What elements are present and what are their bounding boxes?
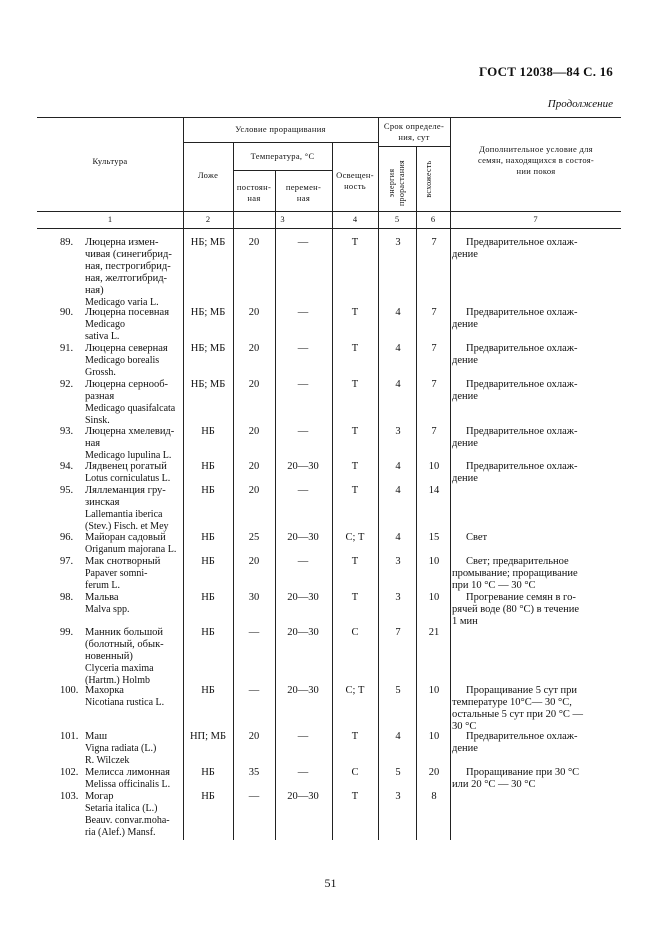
crop-name-latin: Medicago borealis Grossh.: [85, 355, 160, 378]
crop-name-latin: Nicotiana rustica L.: [85, 697, 165, 708]
temp-variable-value: —: [297, 426, 309, 437]
crop-name-latin: Melissa officinalis L.: [85, 779, 171, 790]
bed-value: НБ: [201, 556, 215, 567]
germination-value: 10: [428, 461, 440, 472]
additional-condition: Прогревание семян в го- рячей воде (80 °С) в течение 1 мин: [452, 592, 580, 627]
temp-constant-value: 20: [248, 343, 260, 354]
crop-name: [85, 556, 181, 592]
additional-condition: Предварительное охлаж- дение: [452, 461, 578, 484]
row-number: 101.: [60, 731, 79, 742]
germination-value: 7: [431, 343, 437, 354]
additional-condition: Свет; предварительное промывание; проращивание при 10 °С — 30 °С: [452, 556, 578, 591]
col-number-2: 2: [205, 214, 211, 224]
crop-name: [85, 237, 181, 309]
crop-name-latin: Medicago lupulina L.: [85, 450, 172, 461]
col-header-period: Срок определе- ния, сут: [383, 121, 445, 142]
additional-condition: Предварительное охлаж- дение: [452, 307, 578, 330]
temp-constant-value: 35: [248, 767, 260, 778]
row-number: 99.: [60, 627, 74, 638]
temp-variable-value: 20—30: [287, 685, 319, 696]
temp-constant-value: —: [248, 685, 260, 696]
crop-name-ru: Мальва: [85, 592, 119, 603]
lighting-value: С: [351, 767, 359, 778]
temp-constant-value: 20: [248, 461, 260, 472]
crop-name-ru: Могар: [85, 791, 114, 802]
germination-value: 7: [431, 426, 437, 437]
bed-value: НБ; МБ: [190, 343, 226, 354]
crop-name-ru: Махорка: [85, 685, 124, 696]
crop-name-latin: Medicago quasifalcata Sinsk.: [85, 403, 176, 426]
crop-name: [85, 685, 181, 709]
col-header-crop: Культура: [92, 156, 128, 166]
bed-value: НБ: [201, 532, 215, 543]
crop-name-ru: Люцерна посевная: [85, 307, 170, 318]
rule-period: [378, 146, 450, 147]
crop-name-ru: Маш: [85, 731, 108, 742]
energy-value: 4: [395, 731, 401, 742]
crop-name-latin: Papaver somni- ferum L.: [85, 568, 148, 591]
bed-value: НБ: [201, 592, 215, 603]
lighting-value: С: [351, 627, 359, 638]
lighting-value: Т: [351, 791, 359, 802]
lighting-value: Т: [351, 237, 359, 248]
temp-variable-value: 20—30: [287, 627, 319, 638]
lighting-value: Т: [351, 343, 359, 354]
bed-value: НП; МБ: [189, 731, 227, 742]
energy-value: 3: [395, 237, 401, 248]
temp-constant-value: 20: [248, 731, 260, 742]
crop-name-ru: Люцерна северная: [85, 343, 168, 354]
germination-value: 15: [428, 532, 440, 543]
additional-condition: Предварительное охлаж- дение: [452, 343, 578, 366]
temp-variable-value: —: [297, 237, 309, 248]
row-number: 95.: [60, 485, 74, 496]
row-number: 91.: [60, 343, 74, 354]
crop-name-latin: Malva spp.: [85, 604, 130, 615]
germination-value: 10: [428, 592, 440, 603]
germination-value: 7: [431, 379, 437, 390]
row-number: 102.: [60, 767, 79, 778]
col-number-5: 5: [394, 214, 400, 224]
table-top-rule: [37, 117, 621, 118]
vline-light: [378, 117, 379, 840]
temp-variable-value: —: [297, 343, 309, 354]
crop-name: [85, 426, 181, 462]
col-header-additional: Дополнительное условие для семян, находящихся в состоя- нии покоя: [477, 144, 595, 176]
continuation-label: Продолжение: [547, 98, 613, 110]
bed-value: НБ; МБ: [190, 237, 226, 248]
germination-value: 10: [428, 731, 440, 742]
col-header-temp-variable: перемен- ная: [285, 182, 322, 203]
germination-value: 8: [431, 791, 437, 802]
lighting-value: Т: [351, 731, 359, 742]
crop-name: [85, 592, 181, 616]
germination-value: 21: [428, 627, 440, 638]
crop-name-ru: Мак снотворный: [85, 556, 161, 567]
temp-variable-value: 20—30: [287, 791, 319, 802]
crop-name-latin: Lotus corniculatus L.: [85, 473, 171, 484]
row-number: 90.: [60, 307, 74, 318]
crop-name: [85, 731, 181, 767]
crop-name-latin: Medicago sativa L.: [85, 319, 125, 342]
bed-value: НБ: [201, 485, 215, 496]
crop-name-latin: Lallemantia iberica (Stev.) Fisch. et Mey: [85, 509, 169, 532]
bed-value: НБ: [201, 685, 215, 696]
temp-constant-value: 20: [248, 307, 260, 318]
additional-condition: Предварительное охлаж- дение: [452, 237, 578, 260]
energy-value: 3: [395, 592, 401, 603]
crop-name-latin: Vigna radiata (L.) R. Wilczek: [85, 743, 157, 766]
energy-value: 4: [395, 343, 401, 354]
lighting-value: Т: [351, 556, 359, 567]
energy-value: 3: [395, 426, 401, 437]
temp-constant-value: 20: [248, 485, 260, 496]
vline-period: [450, 117, 451, 840]
crop-name-latin: Clyceria maxima (Hartm.) Holmb: [85, 663, 154, 686]
temp-constant-value: 20: [248, 379, 260, 390]
lighting-value: С; Т: [345, 532, 365, 543]
page-number: 51: [324, 876, 337, 890]
temp-variable-value: —: [297, 731, 309, 742]
crop-name: [85, 791, 181, 839]
germination-value: 20: [428, 767, 440, 778]
row-number: 100.: [60, 685, 79, 696]
energy-value: 4: [395, 379, 401, 390]
col-header-germination: всхожесть: [424, 160, 433, 198]
lighting-value: Т: [351, 485, 359, 496]
additional-condition: Предварительное охлаж- дение: [452, 731, 578, 754]
energy-value: 4: [395, 485, 401, 496]
standard-header: ГОСТ 12038—84 С. 16: [479, 64, 613, 79]
crop-name: [85, 485, 181, 533]
col-number-4: 4: [352, 214, 358, 224]
temp-variable-value: 20—30: [287, 461, 319, 472]
row-number: 93.: [60, 426, 74, 437]
row-number: 103.: [60, 791, 79, 802]
bed-value: НБ; МБ: [190, 307, 226, 318]
crop-name: [85, 461, 181, 485]
crop-name: [85, 379, 181, 427]
energy-value: 3: [395, 556, 401, 567]
col-number-3: 3: [280, 214, 285, 224]
temp-constant-value: —: [248, 791, 260, 802]
col-number-6: 6: [430, 214, 436, 224]
additional-condition: Свет: [466, 532, 488, 543]
temp-constant-value: —: [248, 627, 260, 638]
temp-constant-value: 20: [248, 426, 260, 437]
col-header-energy: энергия прорастания: [387, 159, 406, 207]
col-header-bed: Ложе: [197, 170, 219, 180]
lighting-value: Т: [351, 307, 359, 318]
energy-value: 5: [395, 767, 401, 778]
energy-value: 4: [395, 461, 401, 472]
rule-col-numbers-top: [37, 211, 621, 212]
bed-value: НБ: [201, 767, 215, 778]
row-number: 89.: [60, 237, 74, 248]
crop-name: [85, 307, 181, 343]
lighting-value: Т: [351, 592, 359, 603]
col-header-lighting: Освещен- ность: [336, 170, 374, 191]
temp-constant-value: 20: [248, 237, 260, 248]
energy-value: 3: [395, 791, 401, 802]
crop-name-ru: Люцерна хмелевид- ная: [85, 426, 175, 449]
lighting-value: Т: [351, 426, 359, 437]
bed-value: НБ: [201, 461, 215, 472]
crop-name-latin: Setaria italica (L.) Beauv. convar.moha- ria (Alef.) Mansf.: [85, 803, 170, 838]
temp-variable-value: 20—30: [287, 532, 319, 543]
lighting-value: С; Т: [345, 685, 365, 696]
temp-variable-value: 20—30: [287, 592, 319, 603]
germination-value: 7: [431, 307, 437, 318]
energy-value: 4: [395, 532, 401, 543]
row-number: 94.: [60, 461, 74, 472]
crop-name: [85, 343, 181, 379]
col-number-1: 1: [107, 214, 113, 224]
energy-value: 5: [395, 685, 401, 696]
bed-value: НБ: [201, 791, 215, 802]
temp-variable-value: —: [297, 485, 309, 496]
crop-name-ru: Люцерна сернооб- разная: [85, 379, 169, 402]
crop-name-ru: Люцерна измен- чивая (синегибрид- ная, пестрогибрид- ная, желтогибрид- ная): [85, 237, 172, 296]
germination-value: 10: [428, 556, 440, 567]
row-number: 96.: [60, 532, 74, 543]
temp-variable-value: —: [297, 379, 309, 390]
additional-condition: Предварительное охлаж- дение: [452, 426, 578, 449]
col-number-7: 7: [533, 214, 538, 224]
temp-variable-value: —: [297, 556, 309, 567]
lighting-value: Т: [351, 379, 359, 390]
col-header-temperature: Температура, °С: [250, 151, 315, 161]
col-header-temp-constant: постоян- ная: [236, 182, 272, 203]
temp-constant-value: 30: [248, 592, 260, 603]
crop-name: [85, 767, 181, 791]
crop-name-ru: Мелисса лимонная: [85, 767, 170, 778]
rule-col-numbers-bottom: [37, 228, 621, 229]
germination-value: 14: [428, 485, 440, 496]
crop-name-latin: Origanum majorana L.: [85, 544, 177, 555]
temp-variable-value: —: [297, 767, 309, 778]
temp-variable-value: —: [297, 307, 309, 318]
crop-name-latin: Medicago varia L.: [85, 297, 159, 308]
bed-value: НБ: [201, 627, 215, 638]
energy-value: 4: [395, 307, 401, 318]
temp-constant-value: 25: [248, 532, 260, 543]
row-number: 92.: [60, 379, 74, 390]
germination-value: 10: [428, 685, 440, 696]
rule-temperature: [233, 170, 332, 171]
crop-name-ru: Ляллеманция гру- зинская: [85, 485, 166, 508]
lighting-value: Т: [351, 461, 359, 472]
temp-constant-value: 20: [248, 556, 260, 567]
rule-conditions: [183, 142, 378, 143]
crop-name: [85, 627, 181, 687]
vline-period-mid: [416, 146, 417, 840]
additional-condition: Предварительное охлаж- дение: [452, 379, 578, 402]
germination-value: 7: [431, 237, 437, 248]
crop-name-ru: Манник большой (болотный, обык- новенный): [85, 627, 164, 662]
bed-value: НБ; МБ: [190, 379, 226, 390]
row-number: 98.: [60, 592, 74, 603]
energy-value: 7: [395, 627, 401, 638]
crop-name-ru: Майоран садовый: [85, 532, 166, 543]
crop-name-ru: Лядвенец рогатый: [85, 461, 167, 472]
row-number: 97.: [60, 556, 74, 567]
col-header-conditions: Условие проращивания: [235, 124, 326, 134]
additional-condition: Проращивание при 30 °С или 20 °С — 30 °С: [452, 767, 580, 790]
additional-condition: Проращивание 5 сут при температуре 10°С— 30 °С, остальные 5 сут при 20 °С — 30 °С: [452, 685, 584, 732]
bed-value: НБ: [201, 426, 215, 437]
crop-name: [85, 532, 181, 556]
